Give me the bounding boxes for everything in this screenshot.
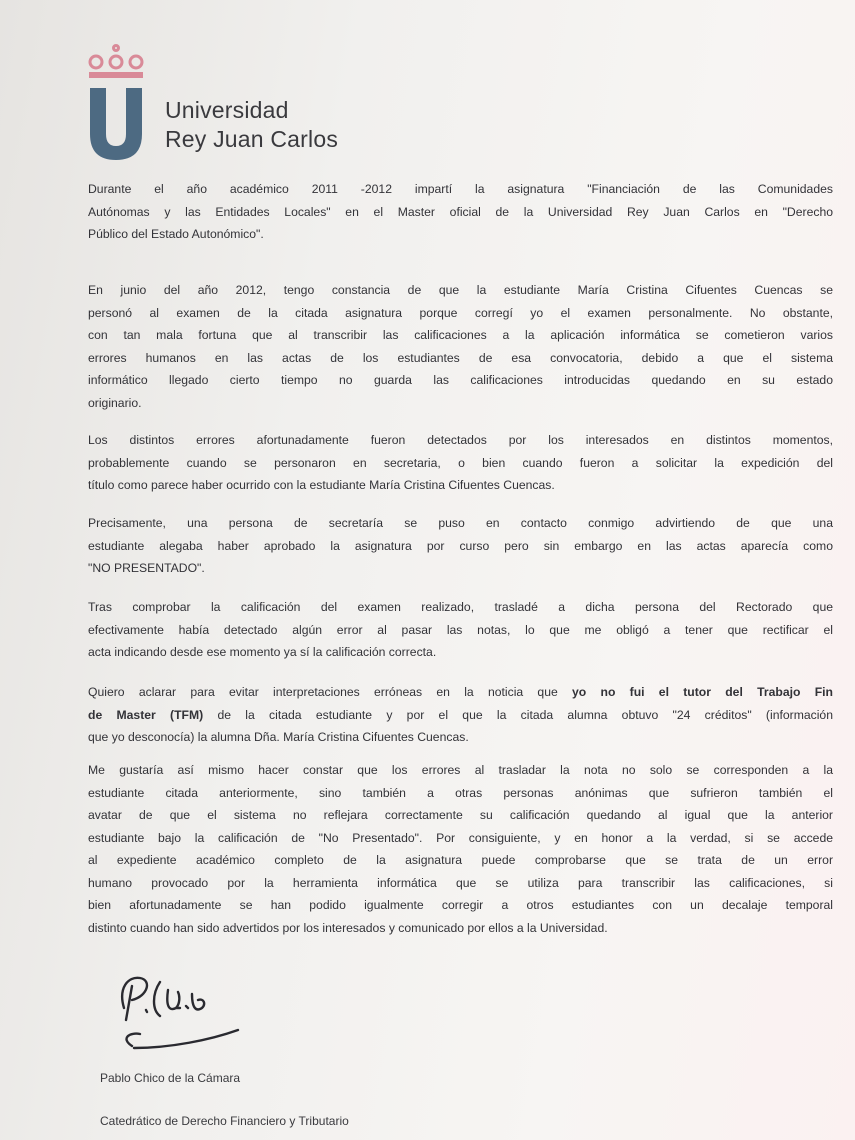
paragraph [88, 512, 833, 580]
text-segment: título como parece haber ocurrido con la estudiante María Cristina Cifuentes Cuencas. [88, 478, 555, 492]
text-line [88, 726, 833, 749]
text-segment: errores humanos en las actas de los estudiantes de esa convocatoria, debido a que el sistema [88, 350, 833, 365]
text-segment: avatar de que el sistema no reflejara correctamente su calificación quedando al igual que la anterior [88, 808, 833, 822]
text-segment: originario. [88, 395, 142, 410]
text-line [88, 279, 833, 302]
text-line [88, 178, 833, 201]
university-line-1: Universidad [165, 97, 289, 123]
text-segment: acta indicando desde ese momento ya sí la calificación correcta. [88, 645, 437, 659]
text-segment: Me gustaría así mismo hacer constar que los errores al trasladar la nota no solo se corresponden a la [88, 763, 833, 777]
university-logo [86, 42, 146, 162]
text-segment: Los distintos errores afortunadamente fueron detectados por los interesados en distintos momentos, [88, 433, 833, 447]
text-line [88, 474, 833, 497]
text-segment: Precisamente, una persona de secretaría se puso en contacto conmigo advirtiendo de que una [88, 516, 833, 530]
text-line [88, 681, 833, 704]
text-line [88, 641, 833, 664]
text-segment: Público del Estado Autonómico". [88, 227, 264, 241]
text-line [88, 557, 833, 580]
text-line [88, 759, 833, 782]
handwritten-signature [110, 968, 260, 1058]
university-line-2: Rey Juan Carlos [165, 126, 339, 152]
text-segment: con tan mala fortuna que al transcribir las calificaciones a la aplicación informática se cometieron varios [88, 328, 833, 342]
crown-icon [90, 46, 142, 69]
text-line [88, 596, 833, 619]
text-line [88, 849, 833, 872]
text-segment: Autónomas y las Entidades Locales" en el Master oficial de la Universidad Rey Juan Carlos en "Derecho [88, 204, 833, 219]
text-segment: Tras comprobar la calificación del examen realizado, trasladé a dicha persona del Rectorado que [88, 600, 833, 614]
text-segment: estudiante citada anteriormente, sino también a otras personas anónimas que sufrieron también el [88, 785, 833, 800]
text-segment: "NO PRESENTADO". [88, 561, 205, 575]
text-segment: humano provocado por la herramienta informática que se utiliza para transcribir las calificaciones, si [88, 875, 833, 890]
text-line [88, 392, 833, 415]
university-name [165, 96, 338, 154]
paragraph [88, 429, 833, 497]
text-line [88, 704, 833, 727]
paragraph [88, 759, 833, 939]
text-line [88, 782, 833, 805]
text-line [88, 369, 833, 392]
text-line [88, 804, 833, 827]
text-line [88, 512, 833, 535]
text-segment: Durante el año académico 2011 -2012 impartí la asignatura "Financiación de las Comunidades [88, 182, 833, 196]
text-line [88, 302, 833, 325]
text-segment: bien afortunadamente se han podido igualmente corregir a otros estudiantes con un decalaje temporal [88, 898, 833, 912]
text-segment: Quiero aclarar para evitar interpretaciones erróneas en la noticia que [88, 685, 573, 699]
text-segment: distinto cuando han sido advertidos por los interesados y comunicado por ellos a la Universidad. [88, 920, 608, 935]
paragraph [88, 279, 833, 414]
text-segment: probablemente cuando se personaron en secretaria, o bien cuando fueron a solicitar la expedición del [88, 455, 833, 470]
text-line [88, 917, 833, 940]
text-segment: efectivamente había detectado algún error al pasar las notas, lo que me obligó a tener que rectificar el [88, 622, 833, 637]
text-segment: al expediente académico completo de la asignatura puede comprobarse que se trata de un error [88, 853, 833, 867]
text-line [88, 894, 833, 917]
text-line [88, 452, 833, 475]
text-line [88, 535, 833, 558]
text-line [88, 223, 833, 246]
paragraph [88, 596, 833, 664]
signatory-name: Pablo Chico de la Cámara [100, 1071, 241, 1085]
text-line [88, 619, 833, 642]
text-segment: En junio del año 2012, tengo constancia de que la estudiante María Cristina Cifuentes Cuencas se [88, 283, 833, 297]
text-segment: de la citada estudiante y por el que la citada alumna obtuvo "24 créditos" (información [203, 707, 833, 722]
crown-base [89, 72, 143, 78]
text-segment: estudiante alegaba haber aprobado la asignatura por curso pero sin embargo en las actas aparecía como [88, 538, 833, 553]
bold-text: de Master (TFM) [88, 707, 204, 722]
paragraph [88, 178, 833, 246]
text-segment: personó al examen de la citada asignatura porque corregí yo el examen personalmente. No obstante, [88, 305, 833, 320]
u-letter-icon [90, 88, 142, 160]
text-segment: que yo desconocía) la alumna Dña. María Cristina Cifuentes Cuencas. [88, 730, 469, 744]
signatory-title: Catedrático de Derecho Financiero y Tributario [100, 1114, 349, 1128]
text-segment: informático llegado cierto tiempo no guarda las calificaciones introducidas quedando en su estado [88, 373, 833, 387]
text-line [88, 347, 833, 370]
text-line [88, 429, 833, 452]
paragraph [88, 681, 833, 749]
text-line [88, 827, 833, 850]
text-line [88, 201, 833, 224]
text-segment: estudiante bajo la calificación de "No Presentado". Por consiguiente, y en honor a la verdad, si se accede [88, 830, 833, 845]
bold-text: yo no fui el tutor del Trabajo Fin [572, 685, 833, 699]
text-line [88, 324, 833, 347]
text-line [88, 872, 833, 895]
